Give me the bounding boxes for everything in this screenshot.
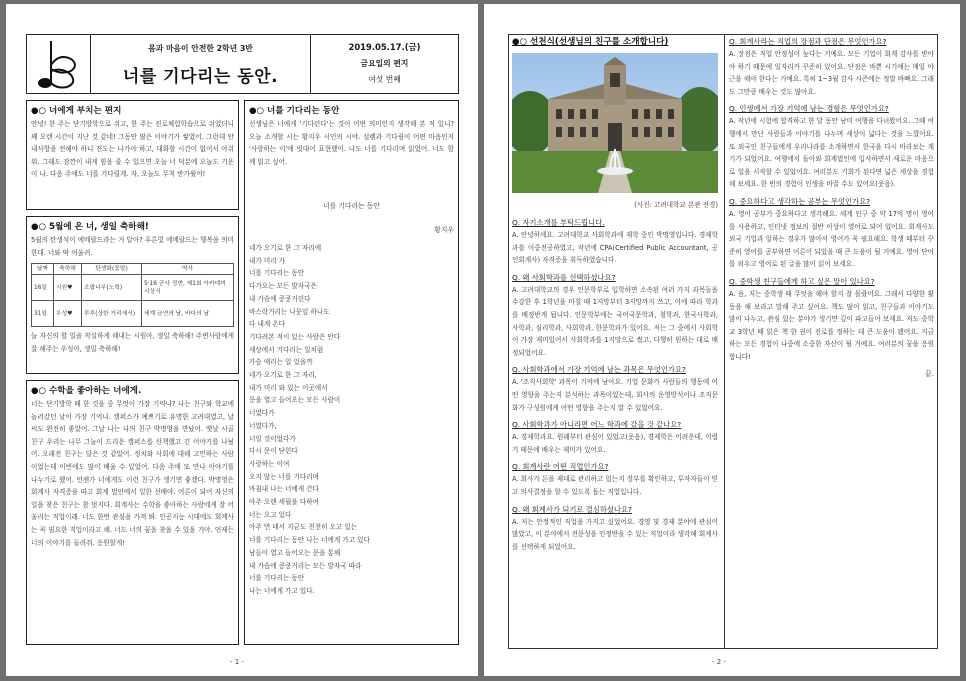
birthday-intro: 5월의 탄생석이 에메랄드라는 거 알아? 푸른빛 에메랄드는 행복을 의미한대. 너와 딱 어울려. [31, 236, 234, 257]
qa-item [729, 196, 934, 271]
table-header: 역사 [142, 264, 234, 275]
section-title: ●○ 선천식(선생님의 친구를 소개합니다) [512, 37, 669, 47]
interview-answer: A. 저는 안정적인 직업을 가지고 싶었어요. 경영 및 경제 분야에 관심이 많았고, 이 분야에서 전문성을 인정받을 수 있는 직업이라 생각해 회계사를 선택하게 되었어요. [512, 517, 718, 551]
interview-question: Q. 중요하다고 생각하는 공부는 무엇인가요? [729, 196, 871, 206]
qa-item [512, 419, 718, 456]
interview-answer: A. 안녕하세요. 고려대학교 사회학과에 재학 중인 박명영입니다. 경제학과를 이중전공하였고, 작년에 CPA(Certified Public Accountant, 공인회계사) 자격증을 취득하였습니다. [512, 231, 718, 265]
qa-item [512, 461, 718, 498]
qa-item [512, 504, 718, 554]
interview-question: Q. 회계사란 어떤 직업인가요? [512, 462, 609, 472]
table-header: 탄생화(꽃말) [82, 264, 142, 275]
table-cell: 시원♥ [54, 275, 82, 301]
birthday-outro: 늘 자신의 할 일을 착실하게 해내는 시원아, 생일 축하해! 주변사람에게 잘 해주는 우성아, 생일 축하해! [31, 332, 234, 353]
section-title: ●○ 5월에 온 너, 생일 축하해! [31, 222, 149, 232]
end-mark: 끝. [925, 370, 934, 379]
qa-list-left [512, 217, 718, 553]
section-title: ●○ 수학을 좋아하는 너에게. [31, 386, 142, 396]
poem-body: 네가 오기로 한 그 자리에 내가 미리 가 너를 기다리는 동안 다가오는 모든 발자국은 내 가슴에 쿵쿵거린다 바스락거리는 나뭇잎 하나도 다 내게 온다 기다려본 적이 있는 사람은 안다 세상에서 기다리는 일처럼 가슴 애리는 일 있을까 네가 오기로 한 그 자리, 내가 미리 와 있는 이곳에서 문을 열고 들어오는 모든 사람이 너였다가 너였다가, 너일 것이었다가 다시 문이 닫힌다 사랑하는 이여 오지 않는 너를 기다리며 마침내 나는 너에게 간다 아주 오랜 세월을 다하여 너는 오고 있다 아주 먼 데서 지금도 천천히 오고 있는 너를 기다리는 동안 나는 너에게 가고 있다 남들이 열고 들어오는 문을 통해 내 가슴에 쿵쿵거리는 모든 발자국 따라 너를 기다리는 동안 나는 너에게 가고 있다. [249, 244, 370, 595]
header-subtitle: 몸과 마음이 안전한 2학년 3반 [148, 44, 253, 53]
table-row [32, 301, 234, 327]
table-header: 축하해 [54, 264, 82, 275]
header-info-block [311, 35, 458, 93]
section-title: ●○ 너를 기다리는 동안 [249, 106, 340, 116]
photo-caption: (사진: 고려대학교 본관 전경) [634, 201, 718, 209]
math-section [26, 380, 239, 645]
header-number: 여섯 번째 [368, 75, 401, 84]
table-row [32, 275, 234, 301]
section-body: 너는 단기방학 때 한 것을 중 무엇이 가장 기억나? 나는 친구와 학교에 놀러갔던 날이 가장 기억나. 캠퍼스가 예쁘기로 유명한 고려대였고, 날씨도 완전히 좋았어. 그날 나는 나의 친구 박명영을 만났어. 옛날 시골 친구 우리는 나무 그늘이 드리운 캠퍼스를 산책했고 긴 이야기를 나눴어. 오래전 친구는 달은 것 같았어. 정치와 사회에 대해 고민하는 사람이었는데 이번에도 많이 배울 수 있었어. 다음 주에 또 만나 이야기를 나누기로 했어. 언젠가 너에게도 이런 친구가 생기면 좋겠다. 박명영은 회계사 자격증을 따고 회계 법인에서 일한 선배야. 어른이 되어 자신의 일을 찾은 친구는 참 멋지다. 회계사는 수학을 좋아하는 사람에게 잘 어울리는 직업이래. 너도 한번 관심을 가져 봐. 인공지능 시대에도 회계사는 꼭 필요한 직업이라고 해. 너도 너의 꿈을 찾을 수 있을 거야. 언제든 너의 이야기를 들려줘. 응원할게! [31, 400, 234, 547]
table-cell: 31일 [32, 301, 54, 327]
qa-item [729, 276, 934, 364]
interview-left-column [512, 36, 718, 646]
qa-item [512, 272, 718, 360]
interview-answer: A. 장점은 직업 안정성이 높다는 거예요. 모든 기업이 회계 감사를 받아야 하기 때문에 일자리가 꾸준히 있어요. 단점은 바쁜 시기에는 매일 야근을 해야 한다는 거예요. 특히 1~3월 감사 시즌에는 정말 바빠요. 그래도 그만큼 배우는 것도 많아요. [729, 50, 934, 96]
letter-section [26, 100, 239, 210]
interview-answer: A. 작년에 시험에 합격하고 한 달 동안 남미 여행을 다녀왔어요. 그때 여행에서 만난 사람들과 이야기를 나누며 세상이 넓다는 것을 느꼈어요. 또 외국인 친구들에게 우리나라를 소개하면서 한국을 다시 바라보는 계기가 되었어요. 여행에서 돌아와 회계법인에 입사하면서 새로운 마음으로 일을 시작할 수 있었어요. 여러분도 기회가 된다면 넓은 세상을 경험해 보세요. 한 번의 경험이 인생을 바꿀 수도 있어요(웃음). [729, 117, 934, 189]
interview-question: Q. 왜 회계사가 되기로 결심하셨나요? [512, 504, 632, 514]
interview-answer: A. '조직사회학' 과목이 기억에 남아요. 기업 문화가 사람들의 행동에 어떤 영향을 주는지 분석하는 과목이었는데, 회사의 운영방식이나 조직문화가 구성원에게 어떤 영향을 주는지 알 수 있었어요. [512, 378, 718, 412]
interview-question: Q. 자기소개를 부탁드립니다. [512, 218, 605, 227]
table-cell: 루루(상한 거리에서) [82, 301, 142, 327]
section-title: ●○ 너에게 부치는 편지 [31, 106, 122, 116]
birthday-table [31, 263, 234, 327]
table-cell: 세계 금연의 날, 바다의 날 [142, 301, 234, 327]
poem-title: 너를 기다리는 동안 [323, 202, 380, 210]
table-header: 날짜 [32, 264, 54, 275]
class-logo [27, 35, 91, 93]
interview-question: Q. 사회학과에서 가장 기억에 남는 과목은 무엇인가요? [512, 365, 686, 375]
music-note-logo-icon [27, 35, 91, 93]
poem-intro: 선생님은 너에게 '기다린다'는 것이 어떤 의미인지 생각해 본 적 있니? 오늘 소개할 시는 황지우 시인의 시야. 설렘과 기다림이 어떤 마음인지 '사랑하는 이'에 빗대어 표현했어. 나도 너를 기다리며 읽었어. 너도 함께 읽고 싶어. [249, 120, 454, 166]
interview-question: Q. 사회학과가 아니라면 어느 학과에 갔을 것 같나요? [512, 420, 682, 430]
newsletter-header [26, 34, 459, 94]
interview-question: Q. 왜 사회학과를 선택하셨나요? [512, 272, 616, 282]
page-number: - 1 - [230, 658, 244, 666]
page-1 [6, 4, 478, 676]
section-body: 안녕! 한 주는 단기방학으로 쉬고, 한 주는 진로체험학습으로 쉬었더니 꽤 오랜 시간이 지난 것 같네! 그동안 많은 이야기가 쌓였어. 그런데 안내사항을 전해야 하니 진도는 나가야 하고, 대화할 시간이 없어서 아쉬워. 그래도 잠깐이 내게 힘을 줄 수 있으면 오늘 너 덕분에 오늘도 기운이 나. 다음 주에도 너를 기다릴게. 자, 오늘도 무척 반가웠어! [31, 120, 234, 179]
interview-answer: A. 경제학과요. 원래부터 관심이 있었고(웃음), 경제학은 어려운데, 어렵기 때문에 배우는 재미가 있어요. [512, 433, 718, 454]
table-cell: 5·16 군사 정변, 제1회 아카데미 시상식 [142, 275, 234, 301]
table-header-row [32, 264, 234, 275]
table-cell: 우성♥ [54, 301, 82, 327]
interview-answer: A. 회사가 돈을 제대로 관리하고 있는지 장부를 확인하고, 투자자들이 믿고 의사결정을 할 수 있도록 돕는 직업입니다. [512, 475, 718, 496]
table-cell: 16일 [32, 275, 54, 301]
qa-item [729, 103, 934, 191]
interview-question: Q. 중학생 친구들에게 하고 싶은 말이 있나요? [729, 276, 875, 286]
interview-answer: A. 고려대학교의 경우 인문학부로 입학하면 소속된 여러 가지 과목들을 수강한 후 1학년을 마칠 때 1지망부터 3지망까지 쓰고, 이에 따라 학과를 배정받게 됩니다. 인문학부에는 국어국문학과, 철학과, 한국사학과, 사학과, 심리학과, 사회학과, 한문학과가 있어요. 저는 그 중에서 사회학이 가장 재미있어서 사회학과를 1지망으로 썼고, 다행히 원하는 대로 배정되었어요. [512, 285, 718, 357]
interview-question: Q. 회계사라는 직업의 장점과 단점은 무엇인가요? [729, 37, 887, 46]
table-cell: 조팝나무(노력) [82, 275, 142, 301]
qa-item [729, 36, 934, 98]
header-date: 2019.05.17.(금) [348, 42, 421, 52]
qa-item [512, 364, 718, 414]
interview-answer: A. 음, 저는 중학생 때 무엇을 해야 할지 잘 몰랐어요. 그래서 다양한 활동을 해 보라고 말해 주고 싶어요. 책도 많이 읽고, 친구들과 이야기도 많이 나누고, 관심 있는 분야가 생기면 깊이 파고들어 보세요. 저도 중학교 3학년 때 읽은 책 한 권이 진로를 정하는 데 큰 도움이 됐어요. 지금 하는 모든 경험이 나중에 소중한 자산이 될 거예요. 여러분의 꿈을 응원합니다! [729, 289, 934, 361]
page-2 [484, 4, 960, 676]
qa-item [512, 217, 718, 267]
interview-answer: A. 영어 공부가 중요하다고 생각해요. 세계 인구 중 약 17억 명이 영어를 사용하고, 인터넷 정보의 절반 이상이 영어로 되어 있어요. 회계사도 외국 기업과 일하는 경우가 많아서 영어가 꼭 필요해요. 학생 때부터 꾸준히 영어를 공부하면 어른이 되었을 때 큰 도움이 될 거예요. 영어 단어를 외우고 영어로 된 글을 많이 읽어 보세요. [729, 209, 934, 269]
column-divider [724, 34, 725, 649]
interview-question: Q. 인생에서 가장 기억에 남는 경험은 무엇인가요? [729, 104, 889, 114]
interview-right-column [729, 36, 934, 646]
birthday-section [26, 216, 239, 374]
campus-photo [512, 53, 718, 193]
header-title: 너를 기다리는 동안. [122, 67, 279, 87]
header-title-block [91, 35, 311, 93]
header-letter: 금요일의 편지 [360, 59, 409, 68]
poet-name: 황지우 [434, 226, 454, 234]
page-number: - 2 - [712, 658, 726, 666]
poem-section [244, 100, 459, 645]
